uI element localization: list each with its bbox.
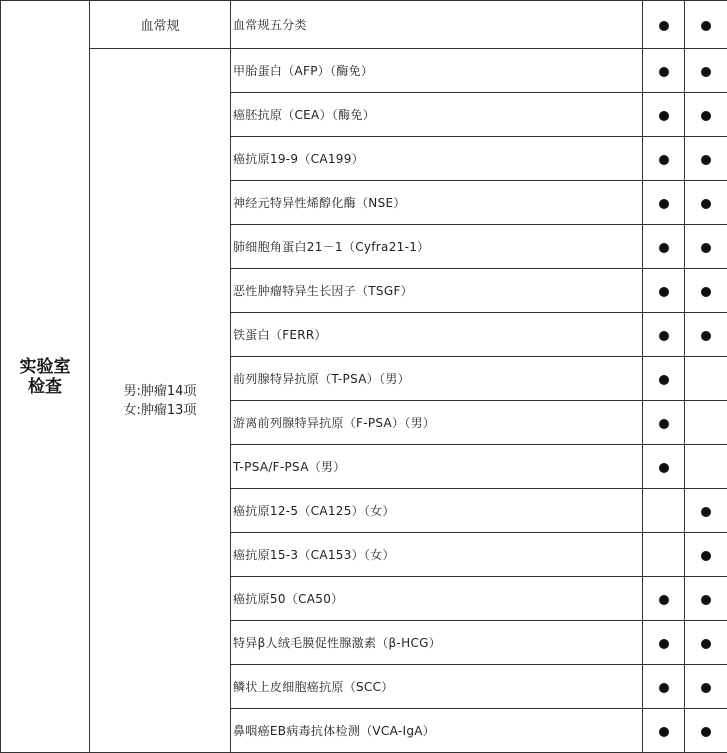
female-mark-cell — [685, 1, 727, 49]
male-mark-cell — [643, 49, 685, 93]
male-mark-cell — [643, 1, 685, 49]
filled-dot-icon — [701, 683, 711, 693]
item-name: 癌抗原50（CA50） — [231, 577, 643, 621]
male-mark-cell — [643, 269, 685, 313]
filled-dot-icon — [659, 463, 669, 473]
filled-dot-icon — [701, 639, 711, 649]
male-mark-cell — [643, 357, 685, 401]
male-mark-cell — [643, 401, 685, 445]
category-line-2: 检查 — [28, 376, 62, 397]
female-mark-cell — [685, 269, 727, 313]
filled-dot-icon — [659, 287, 669, 297]
item-name: 特异β人绒毛膜促性腺激素（β-HCG） — [231, 621, 643, 665]
filled-dot-icon — [701, 331, 711, 341]
male-mark-cell — [643, 445, 685, 489]
item-name: 铁蛋白（FERR） — [231, 313, 643, 357]
female-mark-cell — [685, 49, 727, 93]
item-name: 癌抗原19-9（CA199） — [231, 137, 643, 181]
filled-dot-icon — [701, 727, 711, 737]
filled-dot-icon — [701, 67, 711, 77]
item-name: T-PSA/F-PSA（男） — [231, 445, 643, 489]
female-mark-cell — [685, 709, 727, 753]
male-mark-cell — [643, 665, 685, 709]
item-name: 神经元特异性烯醇化酶（NSE） — [231, 181, 643, 225]
item-name: 肺细胞角蛋白21－1（Cyfra21-1） — [231, 225, 643, 269]
filled-dot-icon — [659, 419, 669, 429]
female-mark-cell — [685, 533, 727, 577]
female-mark-cell — [685, 313, 727, 357]
filled-dot-icon — [659, 67, 669, 77]
male-mark-cell — [643, 137, 685, 181]
female-mark-cell — [685, 621, 727, 665]
subcategory-blood-routine: 血常规 — [90, 1, 231, 49]
category-cell — [1, 1, 90, 753]
filled-dot-icon — [659, 243, 669, 253]
male-mark-cell — [643, 313, 685, 357]
filled-dot-icon — [659, 331, 669, 341]
table-row — [1, 49, 727, 93]
filled-dot-icon — [701, 287, 711, 297]
filled-dot-icon — [659, 155, 669, 165]
blood-routine-row — [1, 1, 727, 49]
item-name: 游离前列腺特异抗原（F-PSA）（男） — [231, 401, 643, 445]
filled-dot-icon — [701, 155, 711, 165]
filled-dot-icon — [659, 111, 669, 121]
female-mark-cell — [685, 489, 727, 533]
female-mark-cell — [685, 445, 727, 489]
tumor-group-line: 女:肿瘤13项 — [123, 402, 197, 418]
male-mark-cell — [643, 533, 685, 577]
female-mark-cell — [685, 225, 727, 269]
female-mark-cell — [685, 137, 727, 181]
filled-dot-icon — [659, 727, 669, 737]
tumor-group-cell — [90, 49, 231, 753]
filled-dot-icon — [701, 551, 711, 561]
filled-dot-icon — [659, 683, 669, 693]
category-line-1: 实验室 — [19, 356, 71, 377]
filled-dot-icon — [701, 595, 711, 605]
female-mark-cell — [685, 401, 727, 445]
item-blood-routine: 血常规五分类 — [231, 1, 643, 49]
item-name: 甲胎蛋白（AFP）（酶免） — [231, 49, 643, 93]
item-name: 癌抗原12-5（CA125）（女） — [231, 489, 643, 533]
item-name: 鼻咽癌EB病毒抗体检测（VCA-IgA） — [231, 709, 643, 753]
male-mark-cell — [643, 577, 685, 621]
filled-dot-icon — [701, 199, 711, 209]
filled-dot-icon — [701, 111, 711, 121]
female-mark-cell — [685, 577, 727, 621]
tumor-group-line: 男:肿瘤14项 — [123, 383, 197, 399]
female-mark-cell — [685, 357, 727, 401]
male-mark-cell — [643, 225, 685, 269]
filled-dot-icon — [659, 199, 669, 209]
item-name: 癌抗原15-3（CA153）（女） — [231, 533, 643, 577]
filled-dot-icon — [659, 375, 669, 385]
male-mark-cell — [643, 181, 685, 225]
male-mark-cell — [643, 489, 685, 533]
filled-dot-icon — [701, 243, 711, 253]
female-mark-cell — [685, 665, 727, 709]
item-name: 恶性肿瘤特异生长因子（TSGF） — [231, 269, 643, 313]
male-mark-cell — [643, 93, 685, 137]
female-mark-cell — [685, 93, 727, 137]
filled-dot-icon — [659, 595, 669, 605]
filled-dot-icon — [701, 21, 711, 31]
female-mark-cell — [685, 181, 727, 225]
item-name: 前列腺特异抗原（T-PSA）（男） — [231, 357, 643, 401]
male-mark-cell — [643, 709, 685, 753]
male-mark-cell — [643, 621, 685, 665]
filled-dot-icon — [701, 507, 711, 517]
item-name: 鳞状上皮细胞癌抗原（SCC） — [231, 665, 643, 709]
filled-dot-icon — [659, 639, 669, 649]
filled-dot-icon — [659, 21, 669, 31]
item-name: 癌胚抗原（CEA）（酶免） — [231, 93, 643, 137]
